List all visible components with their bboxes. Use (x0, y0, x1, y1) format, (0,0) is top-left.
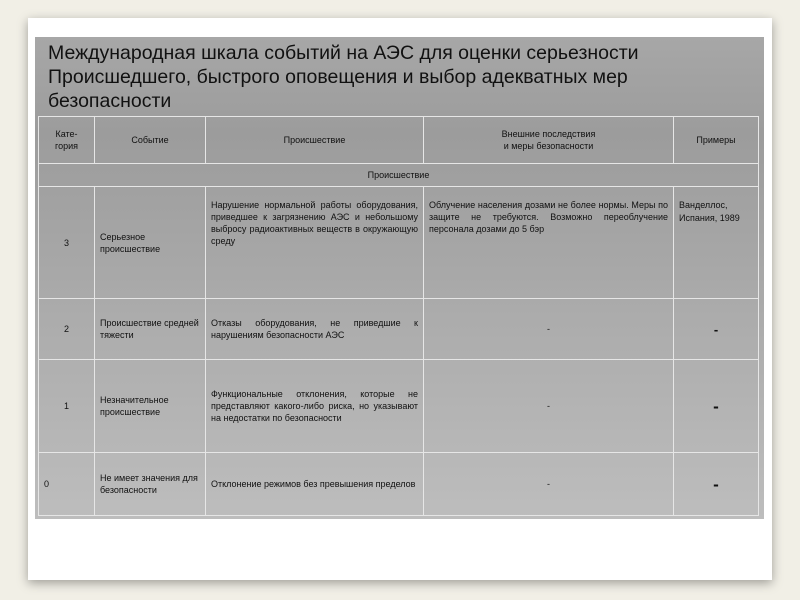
row-consequences: - (424, 299, 674, 360)
row-incident: Отклонение режимов без превышения пределов (206, 453, 424, 516)
header-consequences (424, 117, 674, 164)
header-category (39, 117, 95, 164)
row-incident: Нарушение нормальной работы оборудования, приведшее к загрязнению АЭС и небольшому выбросу радиоактивных веществ в окружающую среду (206, 187, 424, 299)
row-examples: - (674, 299, 759, 360)
table-row (39, 453, 759, 516)
row-examples: - (674, 453, 759, 516)
header-event-label: Событие (131, 135, 169, 145)
ines-scale-table (38, 116, 759, 516)
row-consequences: Облучение населения дозами не более нормы. Меры по защите не требуются. Возможно переоблучение персонала дозами до 5 бэр (424, 187, 674, 299)
table-header-row (39, 117, 759, 164)
header-category-label: Кате- гория (55, 129, 78, 151)
table-row (39, 360, 759, 453)
row-event: Незначительное происшествие (95, 360, 206, 453)
section-row (39, 164, 759, 187)
table-row (39, 299, 759, 360)
row-category: 3 (39, 187, 95, 299)
row-event: Происшествие средней тяжести (95, 299, 206, 360)
row-incident: Отказы оборудования, не приведшие к нарушениям безопасности АЭС (206, 299, 424, 360)
row-examples: - (674, 360, 759, 453)
header-examples-label: Примеры (696, 135, 736, 145)
table-row (39, 187, 759, 299)
row-category: 0 (39, 453, 95, 516)
row-consequences: - (424, 360, 674, 453)
row-consequences: - (424, 453, 674, 516)
row-event: Серьезное происшествие (95, 187, 206, 299)
header-consequences-label: Внешние последствия и меры безопасности (501, 129, 596, 151)
row-category: 2 (39, 299, 95, 360)
header-incident-label: Происшествие (283, 135, 346, 145)
header-event (95, 117, 206, 164)
row-event: Не имеет значения для безопасности (95, 453, 206, 516)
slide-title: Международная шкала событий на АЭС для оценки серьезности Происшедшего, быстрого оповещения и выбор адекватных мер безопасности (48, 42, 639, 112)
row-category: 1 (39, 360, 95, 453)
row-examples: Ванделлос, Испания, 1989 (674, 187, 759, 299)
row-incident: Функциональные отклонения, которые не представляют какого-либо риска, но указывают на недостатки по безопасности (206, 360, 424, 453)
header-incident (206, 117, 424, 164)
section-label: Происшествие (39, 164, 759, 187)
header-examples (674, 117, 759, 164)
